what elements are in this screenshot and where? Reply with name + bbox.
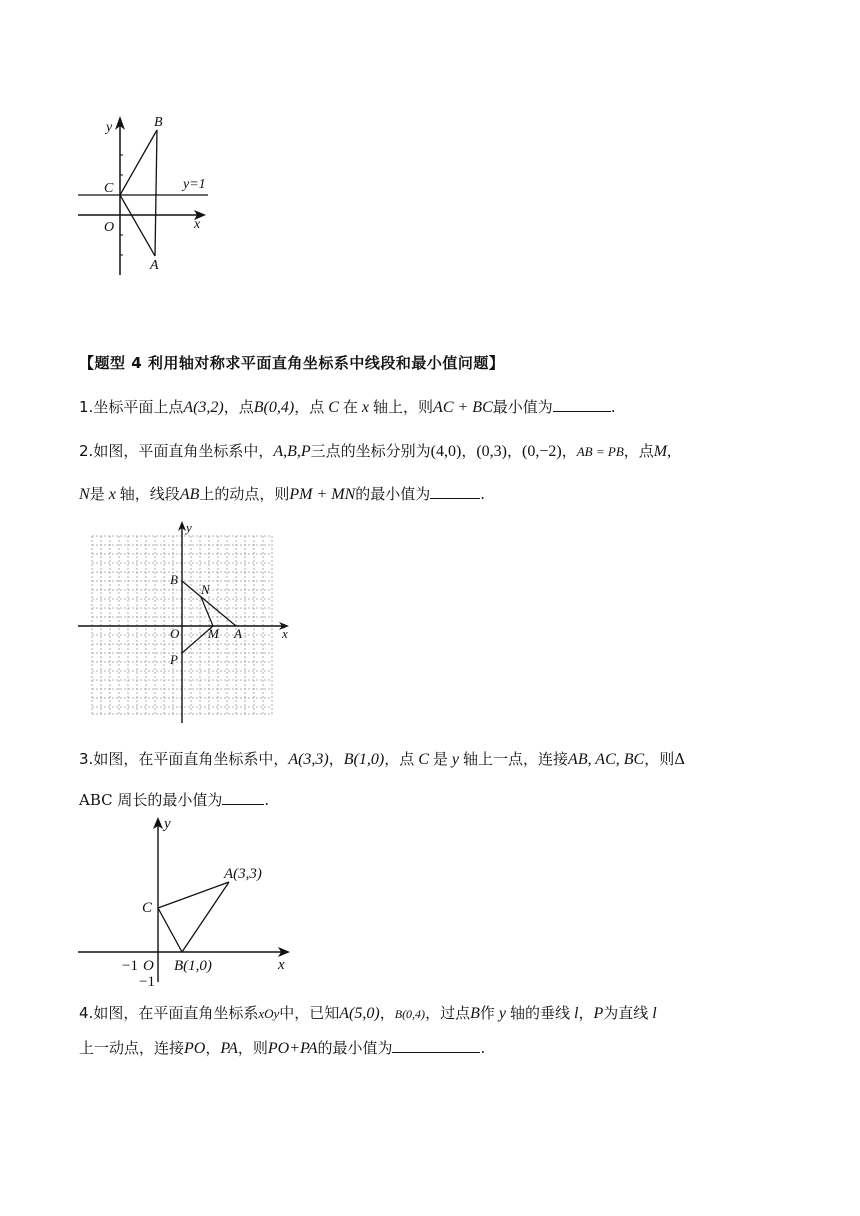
question-1: 1.坐标平面上点A(3,2)，点B(0,4)，点 C 在 x 轴上，则AC + BC最小值为 . [79, 398, 616, 416]
question-3-answer-blank [222, 803, 264, 805]
figure-2-point-p-label: P [170, 652, 178, 667]
figure-2-point-m-label: M [208, 626, 219, 641]
figure-1-diagram [70, 110, 220, 280]
question-3-number: 3. [79, 750, 94, 768]
figure-3-diagram [76, 812, 300, 992]
figure-2-diagram [76, 518, 296, 724]
figure-3-tick-neg1-x: −1 [122, 958, 138, 974]
figure-1-point-b-label: B [154, 115, 163, 130]
figure-2-x-label: x [282, 626, 288, 641]
figure-1-segment-ca [120, 195, 155, 256]
figure-3-y-label: y [164, 816, 171, 832]
question-4-line-2: 上一动点，连接PO，PA，则PO+PA的最小值为 . [79, 1039, 486, 1057]
figure-1-line-label: y=1 [183, 177, 206, 192]
figure-1-point-a-label: A [150, 258, 159, 273]
question-2-line-1: 2.如图，平面直角坐标系中，A,B,P三点的坐标分别为(4,0)，(0,3)，(0,−2)，AB = PB，点M, [79, 442, 672, 460]
question-1-answer-blank [553, 410, 611, 412]
question-3-line-2: ABC 周长的最小值为 . [79, 791, 270, 809]
question-2-answer-blank [430, 497, 480, 499]
figure-1-origin-label: O [104, 220, 115, 235]
question-1-number: 1. [79, 398, 94, 416]
figure-2-origin-label: O [170, 626, 180, 641]
figure-3-point-b-label: B(1,0) [174, 958, 212, 974]
figure-1-point-c-label: C [104, 181, 114, 196]
figure-2-y-label: y [186, 520, 192, 535]
question-3-line-1: 3.如图，在平面直角坐标系中，A(3,3)，B(1,0)，点 C 是 y 轴上一点，连接AB, AC, BC，则Δ [79, 750, 686, 768]
figure-1-segment-cb [120, 130, 157, 195]
question-4-number: 4. [79, 1004, 94, 1022]
figure-2-point-n-label: N [201, 582, 210, 597]
question-4-line-1: 4.如图，在平面直角坐标系xOy中，已知A(5,0)，B(0,4)，过点B作 y 轴的垂线 l，P为直线 l [79, 1004, 657, 1022]
figure-3-origin-label: O [143, 958, 154, 974]
question-2-number: 2. [79, 442, 94, 460]
figure-3-segment-ab [182, 882, 229, 952]
figure-3-segment-cb [158, 908, 182, 952]
figure-3-tick-neg1-y: −1 [139, 974, 155, 990]
figure-1-segment-ab [155, 130, 157, 256]
figure-1-y-label: y [106, 120, 113, 135]
figure-3-point-a-label: A(3,3) [224, 866, 262, 882]
question-4-answer-blank [392, 1051, 480, 1053]
figure-3-x-label: x [278, 957, 285, 973]
figure-3-segment-ca [158, 882, 229, 908]
question-2-line-2: N是 x 轴，线段AB上的动点，则PM + MN的最小值为 . [79, 485, 486, 503]
section-heading: 【题型 4 利用轴对称求平面直角坐标系中线段和最小值问题】 [79, 354, 505, 372]
figure-2-point-a-label: A [234, 626, 242, 641]
figure-3-point-c-label: C [142, 900, 153, 916]
figure-2-point-b-label: B [170, 572, 178, 587]
figure-1-x-label: x [194, 217, 201, 232]
